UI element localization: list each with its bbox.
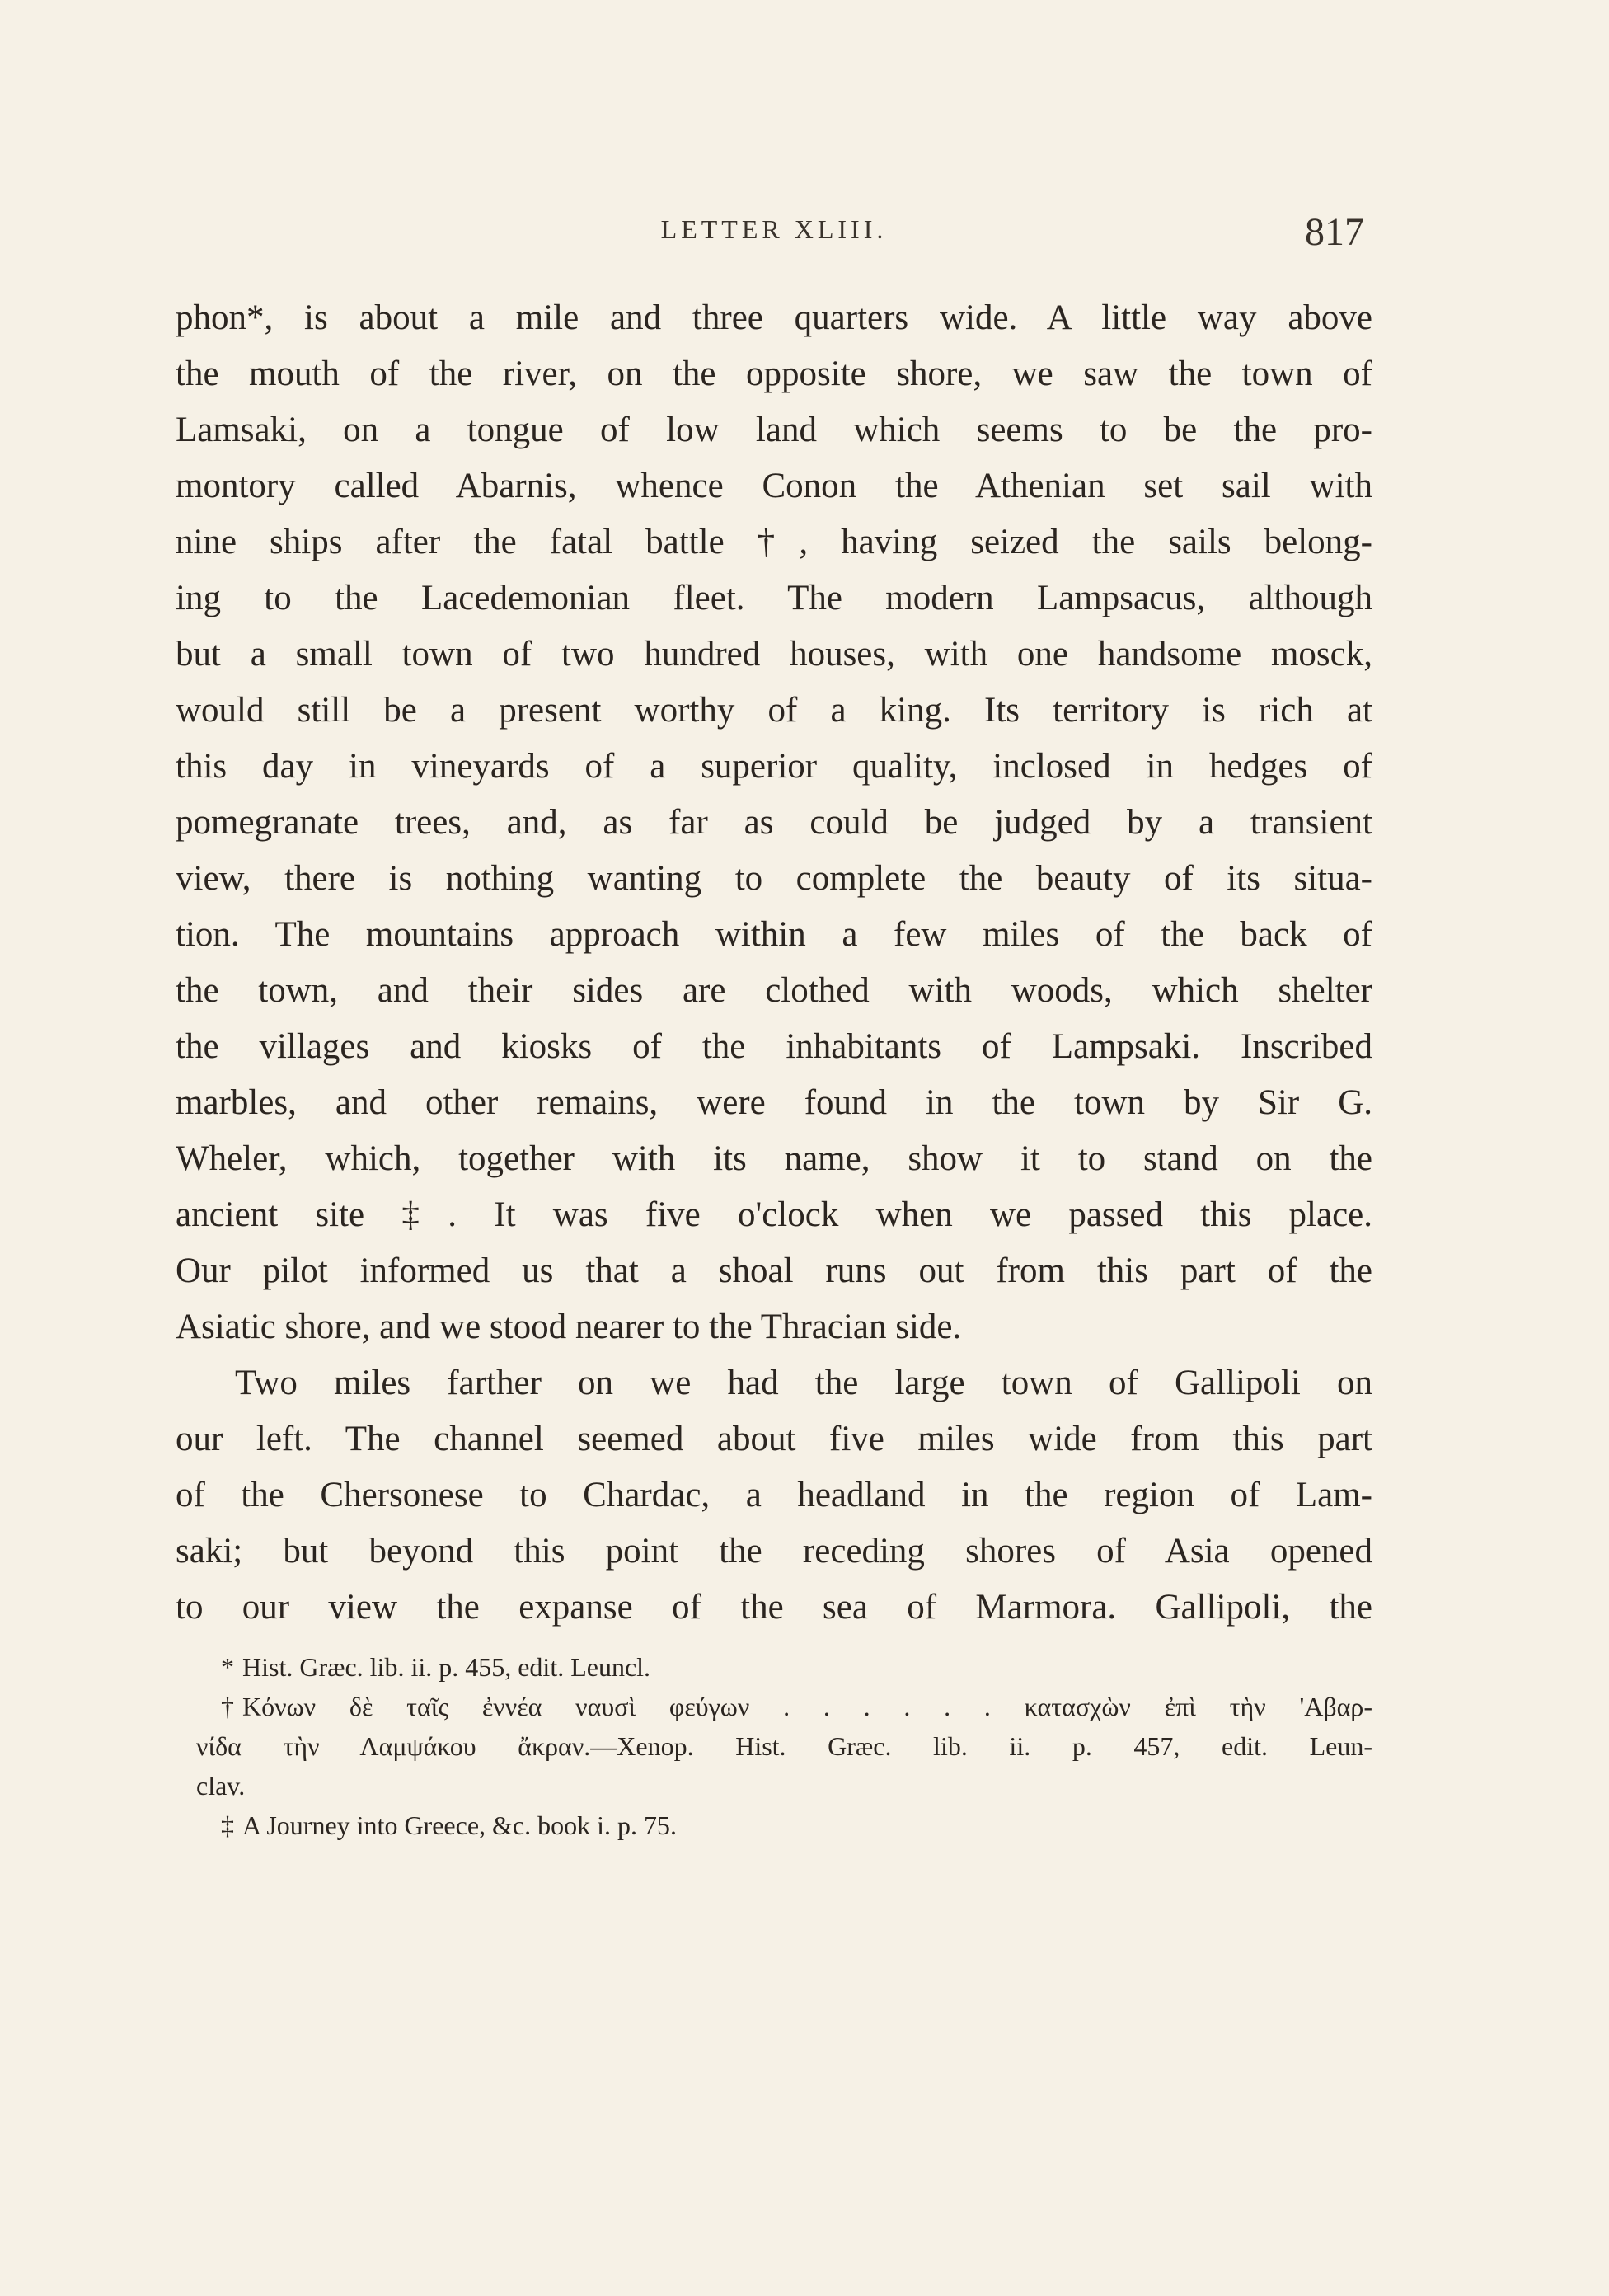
footnote-text: Hist. Græc. lib. ii. p. 455, edit. Leuncl. bbox=[242, 1652, 651, 1682]
text-line: would still be a present worthy of a king. Its territory is rich at bbox=[176, 691, 1372, 730]
footnote-text: Κόνων δὲ ταῖς ἐννέα ναυσὶ φεύγων . . . . . . κατασχὼν ἐπὶ τὴν 'Αβαρ- bbox=[242, 1692, 1372, 1721]
text-line: this day in vineyards of a superior quality, inclosed in hedges of bbox=[176, 747, 1372, 786]
footnote-2-continued: clav. bbox=[196, 1771, 246, 1801]
text-line: to our view the expanse of the sea of Marmora. Gallipoli, the bbox=[176, 1588, 1372, 1627]
text-line: our left. The channel seemed about five miles wide from this part bbox=[176, 1420, 1372, 1458]
text-line: montory called Abarnis, whence Conon the Athenian set sail with bbox=[176, 467, 1372, 505]
footnote-text: A Journey into Greece, &c. book i. p. 75. bbox=[242, 1810, 677, 1840]
text-line: Asiatic shore, and we stood nearer to the Thracian side. bbox=[176, 1308, 962, 1346]
text-line: but a small town of two hundred houses, with one handsome mosck, bbox=[176, 635, 1372, 674]
running-title: LETTER XLIII. bbox=[660, 214, 888, 244]
text-line: Wheler, which, together with its name, show it to stand on the bbox=[176, 1139, 1372, 1178]
footnote-mark: ‡ bbox=[221, 1810, 234, 1840]
running-head bbox=[176, 209, 1372, 259]
text-line: the town, and their sides are clothed with woods, which shelter bbox=[176, 971, 1372, 1010]
text-line: Two miles farther on we had the large town of Gallipoli on bbox=[235, 1364, 1372, 1402]
footnote-3 bbox=[221, 1805, 1372, 1845]
footnote-2-continued: νίδα τὴν Λαμψάκου ἄκραν.—Xenop. Hist. Græc. lib. ii. p. 457, edit. Leun- bbox=[196, 1731, 1372, 1761]
footnotes bbox=[196, 1647, 1372, 1845]
text-line: ancient site ‡. It was five o'clock when we passed this place. bbox=[176, 1195, 1372, 1234]
text-line: nine ships after the fatal battle †, having seized the sails belong- bbox=[176, 523, 1372, 561]
footnote-mark: * bbox=[221, 1652, 234, 1682]
text-line: marbles, and other remains, were found in the town by Sir G. bbox=[176, 1083, 1372, 1122]
text-line: Lamsaki, on a tongue of low land which seems to be the pro- bbox=[176, 411, 1372, 449]
footnote-mark: † bbox=[221, 1692, 234, 1721]
text-line: saki; but beyond this point the receding shores of Asia opened bbox=[176, 1532, 1372, 1571]
main-text bbox=[176, 290, 1372, 1636]
text-line: the villages and kiosks of the inhabitants of Lampsaki. Inscribed bbox=[176, 1027, 1372, 1066]
footnote-1 bbox=[221, 1647, 1372, 1687]
page-number: 817 bbox=[1305, 210, 1364, 254]
text-line: the mouth of the river, on the opposite shore, we saw the town of bbox=[176, 354, 1372, 393]
text-line: phon*, is about a mile and three quarters wide. A little way above bbox=[176, 298, 1372, 337]
text-line: view, there is nothing wanting to complete the beauty of its situa- bbox=[176, 859, 1372, 898]
footnote-2 bbox=[221, 1687, 1372, 1726]
text-line: pomegranate trees, and, as far as could be judged by a transient bbox=[176, 803, 1372, 842]
text-line: ing to the Lacedemonian fleet. The modern Lampsacus, although bbox=[176, 579, 1372, 617]
text-line: of the Chersonese to Chardac, a headland in the region of Lam- bbox=[176, 1476, 1372, 1514]
text-line: tion. The mountains approach within a few miles of the back of bbox=[176, 915, 1372, 954]
text-line: Our pilot informed us that a shoal runs out from this part of the bbox=[176, 1251, 1372, 1290]
